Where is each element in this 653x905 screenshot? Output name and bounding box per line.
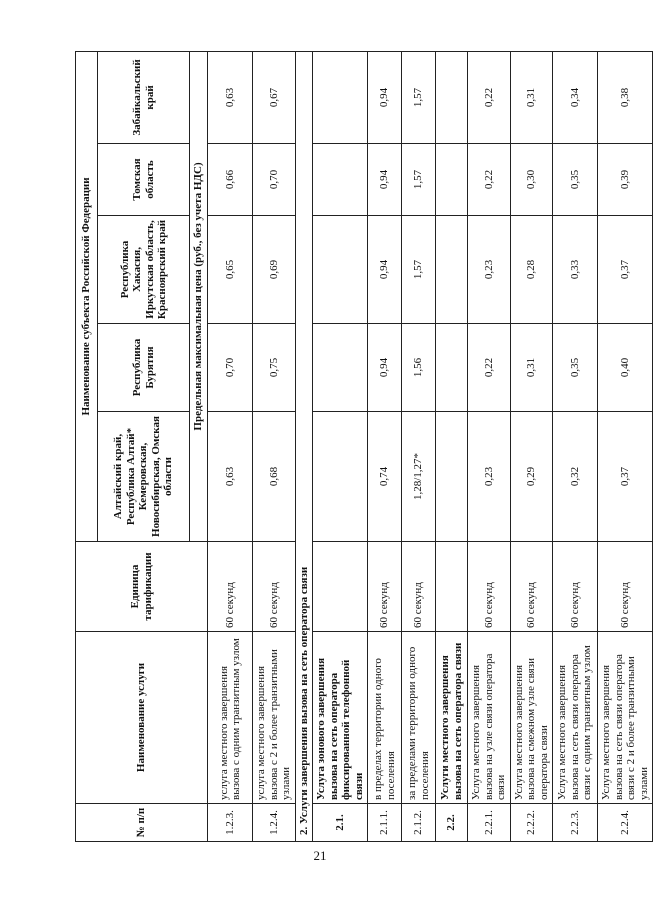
price-value: 0,22 [468, 324, 511, 412]
price-value [313, 412, 368, 542]
table-row [468, 51, 511, 841]
price-value: 0,39 [598, 144, 653, 216]
header-region: Алтайский край, Республика Алтай* Кемеровская, Новосибирская, Омская области [98, 412, 190, 542]
service-name: Услуга зонового завершения вызова на сеть оператора фиксированной телефонной связи [313, 632, 368, 804]
service-name: Услуга местного завершения вызова на сеть связи оператора связи с 2 и более транзитными узлами [598, 632, 653, 804]
price-value: 0,29 [510, 412, 553, 542]
price-value: 0,34 [553, 51, 598, 143]
price-value: 0,38 [598, 51, 653, 143]
tariff-unit: 60 секунд [402, 542, 436, 632]
price-value: 0,40 [598, 324, 653, 412]
price-value: 0,28 [510, 216, 553, 324]
header-region: Республика Бурятия [98, 324, 190, 412]
price-value [436, 216, 468, 324]
price-value [436, 144, 468, 216]
row-number: 2.2.1. [468, 804, 511, 842]
price-value: 0,69 [253, 216, 296, 324]
row-number: 2.1.2. [402, 804, 436, 842]
table-row [368, 51, 402, 841]
price-value: 0,37 [598, 412, 653, 542]
price-value: 0,30 [510, 144, 553, 216]
price-value: 0,63 [208, 412, 253, 542]
row-number: 2.1. [313, 804, 368, 842]
price-value: 0,22 [468, 144, 511, 216]
price-value: 0,67 [253, 51, 296, 143]
row-number: 2.2.4. [598, 804, 653, 842]
header-service-name: Наименование услуги [76, 632, 208, 804]
price-value [313, 216, 368, 324]
price-value: 0,35 [553, 144, 598, 216]
table-row [598, 51, 653, 841]
price-value: 1,57 [402, 216, 436, 324]
table-row [208, 51, 253, 841]
table-row [313, 51, 368, 841]
price-value: 0,66 [208, 144, 253, 216]
price-value [436, 412, 468, 542]
price-value [436, 51, 468, 143]
price-note: Предельная максимальная цена (руб., без учета НДС) [190, 51, 208, 541]
section-title: 2. Услуги завершения вызова на сеть оператора связи [295, 51, 313, 841]
rotated-table-wrapper [75, 52, 650, 842]
price-value: 0,32 [553, 412, 598, 542]
price-value: 0,65 [208, 216, 253, 324]
row-number: 2.2. [436, 804, 468, 842]
table-row [553, 51, 598, 841]
price-value: 0,37 [598, 216, 653, 324]
price-value: 0,33 [553, 216, 598, 324]
price-value: 1,57 [402, 51, 436, 143]
page-number: 21 [313, 848, 327, 863]
header-region: Забайкальский край [98, 51, 190, 143]
table-row [436, 51, 468, 841]
price-value: 0,75 [253, 324, 296, 412]
row-number: 2.1.1. [368, 804, 402, 842]
price-value: 0,68 [253, 412, 296, 542]
header-unit: Единица тарификации [76, 542, 208, 632]
header-region: Томская область [98, 144, 190, 216]
price-value [313, 51, 368, 143]
price-value: 0,23 [468, 216, 511, 324]
price-value: 0,23 [468, 412, 511, 542]
service-name: Услуга местного завершения вызова на сеть связи оператора связи с одним транзитным узлом [553, 632, 598, 804]
row-number: 1.2.4. [253, 804, 296, 842]
service-name: Услуга местного завершения вызова на смежном узле связи оператора связи [510, 632, 553, 804]
price-value [313, 144, 368, 216]
price-value: 0,94 [368, 216, 402, 324]
price-value: 0,35 [553, 324, 598, 412]
header-region: Республика Хакасия, Иркутская область, Красноярский край [98, 216, 190, 324]
tariff-unit: 60 секунд [553, 542, 598, 632]
service-name: услуга местного завершения вызова с 2 и более транзитными узлами [253, 632, 296, 804]
row-number: 2.2.3. [553, 804, 598, 842]
tariff-unit: 60 секунд [510, 542, 553, 632]
header-subjects-group: Наименование субъекта Российской Федерации [76, 51, 98, 541]
price-value: 0,63 [208, 51, 253, 143]
tariff-unit: 60 секунд [598, 542, 653, 632]
price-value: 1,56 [402, 324, 436, 412]
tariff-table [75, 51, 653, 842]
price-value: 0,70 [253, 144, 296, 216]
price-value: 0,70 [208, 324, 253, 412]
row-number: 2.2.2. [510, 804, 553, 842]
price-value: 0,31 [510, 51, 553, 143]
tariff-unit: 60 секунд [468, 542, 511, 632]
service-name: Услуга местного завершения вызова на узле связи оператора связи [468, 632, 511, 804]
tariff-unit: 60 секунд [208, 542, 253, 632]
price-value: 0,74 [368, 412, 402, 542]
price-value: 0,31 [510, 324, 553, 412]
row-number: 1.2.3. [208, 804, 253, 842]
price-value [313, 324, 368, 412]
service-name: услуга местного завершения вызова с одним транзитным узлом [208, 632, 253, 804]
price-value: 0,94 [368, 144, 402, 216]
price-value: 1,57 [402, 144, 436, 216]
table-row [253, 51, 296, 841]
table-row [402, 51, 436, 841]
price-value: 0,22 [468, 51, 511, 143]
price-value: 0,94 [368, 324, 402, 412]
header-number: № п/п [76, 804, 208, 842]
price-value: 1,28/1,27* [402, 412, 436, 542]
tariff-unit [313, 542, 368, 632]
price-value [436, 324, 468, 412]
service-name: в пределах территории одного поселения [368, 632, 402, 804]
service-name: Услуги местного завершения вызова на сеть оператора связи [436, 632, 468, 804]
tariff-unit: 60 секунд [253, 542, 296, 632]
price-value: 0,94 [368, 51, 402, 143]
tariff-unit: 60 секунд [368, 542, 402, 632]
tariff-unit [436, 542, 468, 632]
service-name: за пределами территории одного поселения [402, 632, 436, 804]
table-row [510, 51, 553, 841]
